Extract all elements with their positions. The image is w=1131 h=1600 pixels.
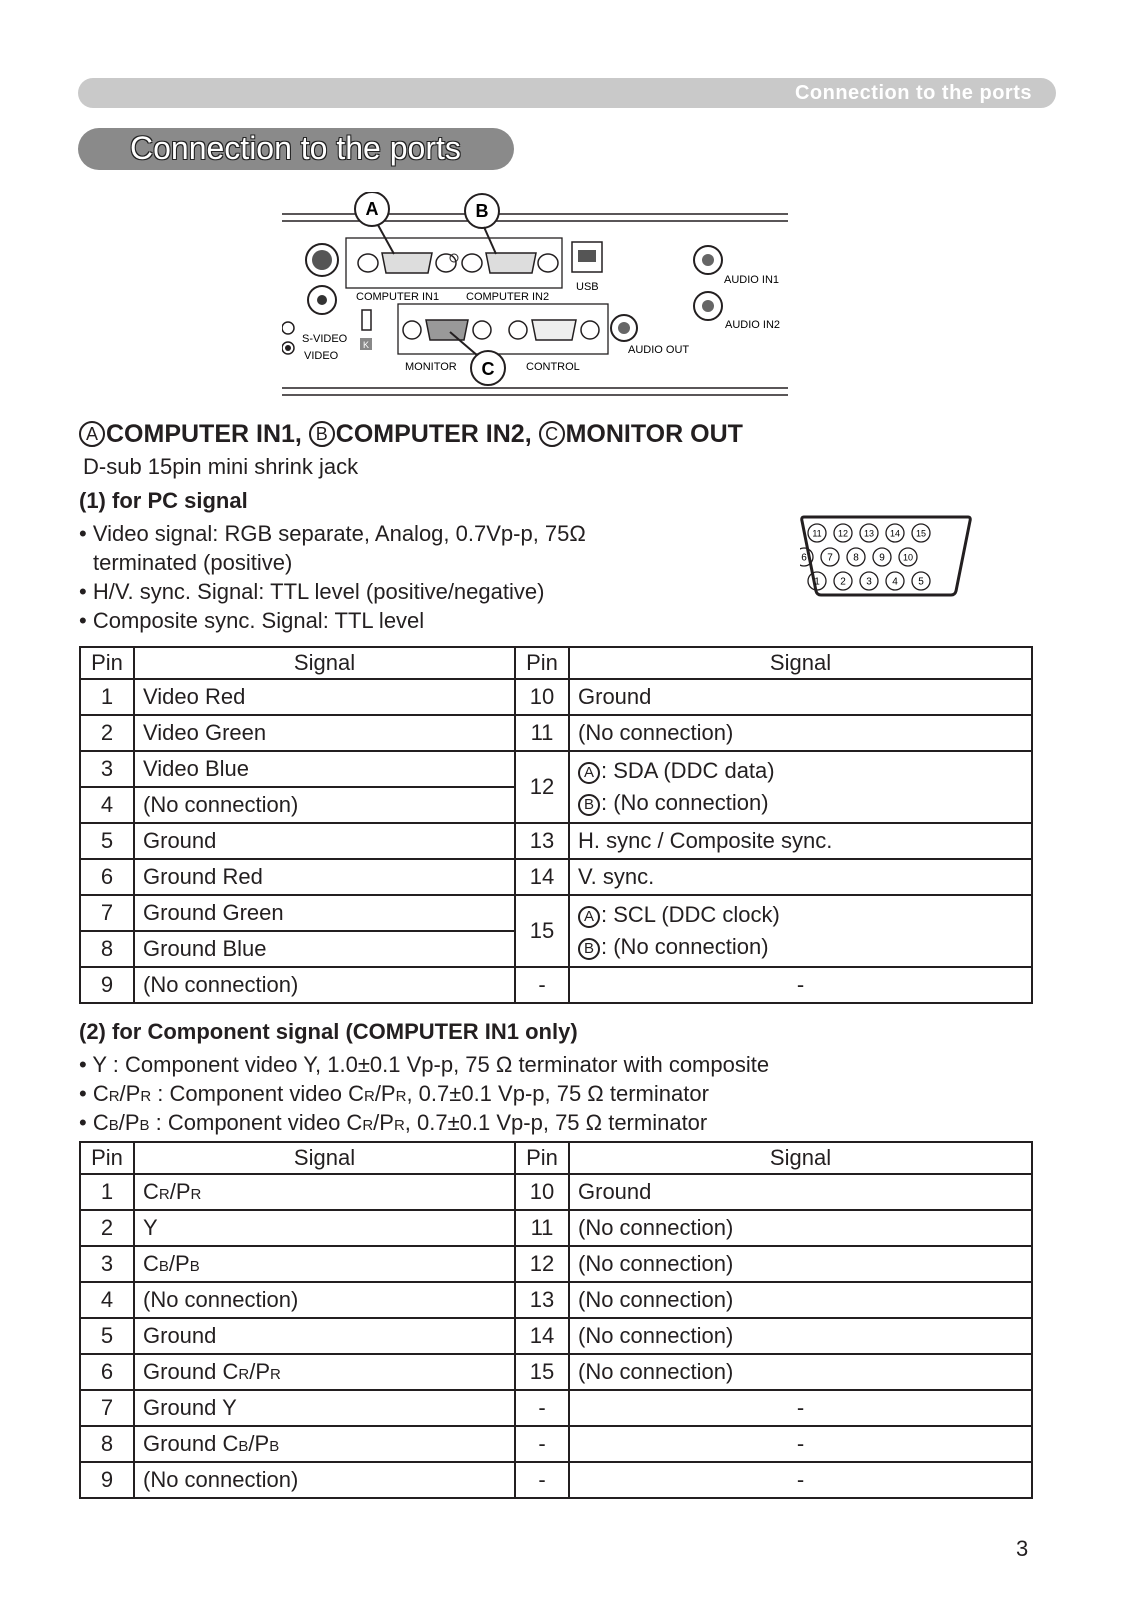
pin-signal: - [569,1426,1032,1462]
computer-in2-label: COMPUTER IN2 [466,291,550,303]
pin-number: 3 [80,1246,134,1282]
pin-signal: Video Red [134,679,515,715]
computer-in1-port-icon [358,253,456,273]
pin-number: 2 [80,1210,134,1246]
pin-label: 8 [853,552,859,564]
pin-signal: Ground CR/PR [134,1354,515,1390]
pin-signal: (No connection) [569,1282,1032,1318]
circle-b-mark: B [578,794,600,816]
pin-label: 6 [801,552,807,564]
pin-number: 11 [515,715,569,751]
header-signal: Signal [134,1142,515,1174]
pin-label: 14 [889,528,901,539]
pin-signal-b: : (No connection) [601,790,769,815]
pin-label: 3 [866,576,872,588]
kensington-label: K [362,340,370,350]
header-pin: Pin [515,1142,569,1174]
control-label: CONTROL [526,361,580,373]
pin-signal: Ground [569,1174,1032,1210]
page-title-pill [78,128,514,170]
pin-label: 12 [837,528,849,539]
security-slot-icon [362,310,371,330]
table-row [80,1174,1032,1210]
table-row [80,1426,1032,1462]
pin-signal [569,751,1032,823]
pin-signal: Video Green [134,715,515,751]
pin-number: 14 [515,1318,569,1354]
pin-number: 4 [80,787,134,823]
pin-signal: (No connection) [569,1318,1032,1354]
jack-type: D-sub 15pin mini shrink jack [83,454,359,479]
pin-label: 9 [879,552,885,564]
table-row [80,967,1032,1003]
pin-signal: Ground Green [134,895,515,931]
component-heading: (2) for Component signal (COMPUTER IN1 only) [79,1019,578,1044]
callout-b: B [475,201,489,221]
heading-computer-in1: COMPUTER IN1, [106,420,309,448]
pin-signal: (No connection) [134,787,515,823]
pin-label: 13 [863,528,875,539]
pc-bullet-video-1: • Video signal: RGB separate, Analog, 0.7Vp-p, 75Ω [79,521,586,546]
pin-signal: (No connection) [569,715,1032,751]
circle-c-mark: C [539,421,565,447]
table-row [80,715,1032,751]
pin-number: 10 [515,679,569,715]
header-signal: Signal [134,647,515,679]
running-header [78,78,1056,108]
pin-label: 11 [812,528,822,539]
table-row [80,1390,1032,1426]
pin-signal: (No connection) [134,1462,515,1498]
pin-signal [569,895,1032,967]
pin-signal: Y [134,1210,515,1246]
video-label: VIDEO [304,350,339,362]
header-pin: Pin [80,1142,134,1174]
pin-number: 10 [515,1174,569,1210]
page-number: 3 [1016,1536,1029,1561]
component-bullet-cb: • CB/PB : Component video CR/PR, 0.7±0.1 Vp-p, 75 Ω terminator [79,1110,708,1135]
pin-number: - [515,967,569,1003]
pin-number: 4 [80,1282,134,1318]
pin-label: 7 [827,552,833,564]
pin-label: 15 [915,528,927,539]
header-signal: Signal [569,1142,1032,1174]
component-bullet-y: • Y : Component video Y, 1.0±0.1 Vp-p, 75 Ω terminator with composite [79,1052,770,1077]
pin-number: 13 [515,1282,569,1318]
pin-number: 8 [80,1426,134,1462]
pin-number: 6 [80,1354,134,1390]
usb-label: USB [576,281,599,293]
pin-signal: - [569,1390,1032,1426]
table-row [80,895,1032,931]
table-row [80,679,1032,715]
pin-signal: V. sync. [569,859,1032,895]
circle-a-mark: A [578,762,600,784]
rear-panel-diagram [282,192,810,404]
callout-a: A [365,199,379,219]
pin-number: 8 [80,931,134,967]
table-row [80,1318,1032,1354]
pin-number: 1 [80,679,134,715]
header-pin: Pin [80,647,134,679]
pin-number: 12 [515,751,569,823]
header-pin: Pin [515,647,569,679]
pin-signal: - [569,967,1032,1003]
pin-signal-a: : SDA (DDC data) [601,758,775,783]
pin-label: 4 [892,576,898,588]
pc-pin-table [79,646,1033,1004]
table-row [80,1282,1032,1318]
pin-signal: (No connection) [134,1282,515,1318]
pin-number: 5 [80,823,134,859]
pin-label: 1 [814,576,820,588]
dsub-pin-diagram [800,513,972,599]
table-row [80,751,1032,787]
pin-signal: Ground [134,1318,515,1354]
pin-number: 2 [80,715,134,751]
pin-number: 1 [80,1174,134,1210]
pc-bullet-video-2: terminated (positive) [93,550,293,575]
pin-number: 7 [80,1390,134,1426]
pin-label: 2 [840,576,846,588]
table-row [80,823,1032,859]
audio-in1-label: AUDIO IN1 [724,274,780,286]
pin-signal: CR/PR [134,1174,515,1210]
circle-b-mark: B [578,938,600,960]
pin-signal: Ground Blue [134,931,515,967]
pin-signal: CB/PB [134,1246,515,1282]
pin-label: 5 [918,576,924,588]
computer-in2-port-icon [462,253,558,273]
table-row [80,859,1032,895]
computer-in1-label: COMPUTER IN1 [356,291,440,303]
pin-number: 11 [515,1210,569,1246]
pin-number: 6 [80,859,134,895]
pin-number: 9 [80,967,134,1003]
pin-number: 15 [515,895,569,967]
pin-signal: (No connection) [569,1210,1032,1246]
pc-bullet-composite-sync: • Composite sync. Signal: TTL level [79,608,425,633]
table-row [80,1246,1032,1282]
table-row [80,1210,1032,1246]
pin-signal-a: : SCL (DDC clock) [601,902,780,927]
page-title: Connection to the ports [130,130,461,166]
running-title: Connection to the ports [794,82,1032,104]
header-signal: Signal [569,647,1032,679]
pin-signal: Ground CB/PB [134,1426,515,1462]
component-pin-table [79,1141,1033,1499]
pc-bullet-hv-sync: • H/V. sync. Signal: TTL level (positive/negative) [79,579,545,604]
pin-number: 7 [80,895,134,931]
pin-signal: Ground [134,823,515,859]
pin-number: 14 [515,859,569,895]
pc-signal-heading: (1) for PC signal [79,488,248,513]
monitor-out-port-icon [403,320,491,340]
pin-number: 5 [80,1318,134,1354]
pin-number: 9 [80,1462,134,1498]
heading-computer-in2: COMPUTER IN2, [335,420,539,448]
pin-number: 3 [80,751,134,787]
pin-number: 12 [515,1246,569,1282]
s-video-label: S-VIDEO [302,333,348,345]
pin-label: 10 [902,552,914,563]
audio-in2-label: AUDIO IN2 [725,319,781,331]
monitor-label: MONITOR [405,361,457,373]
callout-c: C [481,359,495,379]
pin-signal: - [569,1462,1032,1498]
heading-monitor-out: MONITOR OUT [565,420,743,448]
pin-signal: Ground Y [134,1390,515,1426]
audio-out-label: AUDIO OUT [628,344,690,356]
pin-number: - [515,1426,569,1462]
pin-signal: (No connection) [569,1354,1032,1390]
control-port-icon [509,320,599,340]
pin-signal-b: : (No connection) [601,934,769,959]
table-row [80,1462,1032,1498]
component-bullet-cr: • CR/PR : Component video CR/PR, 0.7±0.1 Vp-p, 75 Ω terminator [79,1081,709,1106]
table-row [80,1354,1032,1390]
pin-signal: Video Blue [134,751,515,787]
pin-number: - [515,1390,569,1426]
pin-signal: (No connection) [569,1246,1032,1282]
section-heading [79,420,743,449]
circle-a-mark: A [79,421,105,447]
circle-b-mark: B [309,421,335,447]
pin-number: 15 [515,1354,569,1390]
pin-number: - [515,1462,569,1498]
circle-a-mark: A [578,906,600,928]
pin-number: 13 [515,823,569,859]
pin-signal: Ground [569,679,1032,715]
pin-signal: H. sync / Composite sync. [569,823,1032,859]
pin-signal: (No connection) [134,967,515,1003]
pin-signal: Ground Red [134,859,515,895]
